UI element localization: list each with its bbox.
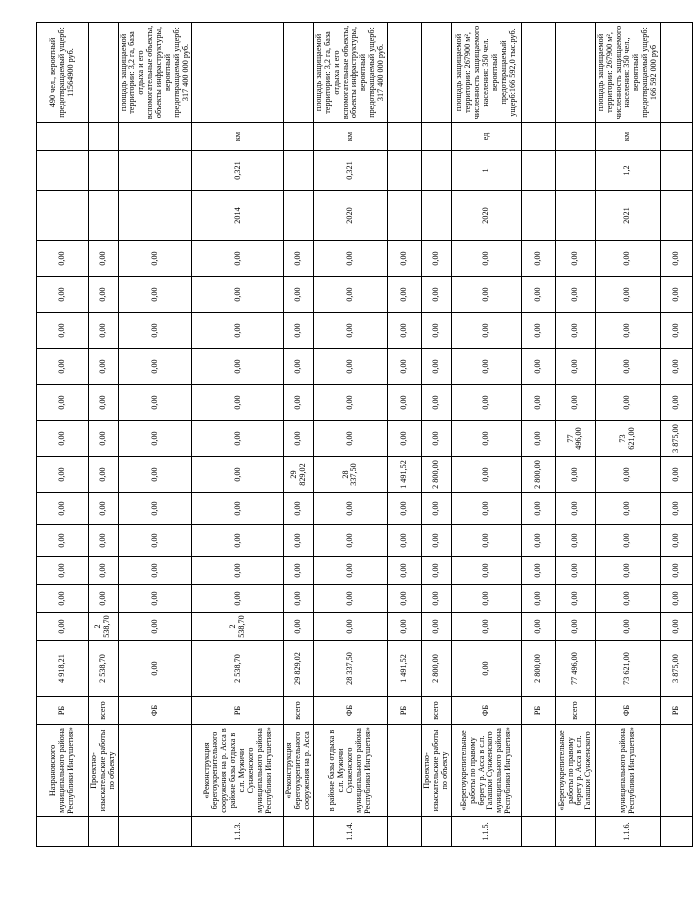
funding-source-cell: ФБ — [595, 697, 660, 725]
amount-cell: 0,00 — [118, 613, 192, 641]
amount-cell: 0,00 — [314, 277, 388, 313]
amount-cell: 0,00 — [314, 421, 388, 457]
amount-cell: 0,00 — [284, 493, 314, 525]
item-title-cell: в районе базы отдыха в с.п. Мужичи Сунженского муниципального района Республики Ингушетия» — [314, 725, 388, 817]
amount-cell: 0,00 — [387, 349, 421, 385]
amount-cell: 0,00 — [192, 525, 284, 557]
effect-cell: площадь защищаемой территории: 3,2 га, база отдыха и его вспомогательные объекты, объекты инфраструктуры, вероятный предотвращаемый ущерб: 317 400 000 руб. — [118, 23, 192, 123]
item-title-cell: муниципального района Республики Ингушетия» — [595, 725, 660, 817]
amount-cell: 0,00 — [451, 457, 521, 493]
quantity-cell — [387, 151, 421, 191]
amount-cell: 2 538,70 — [192, 641, 284, 697]
amount-cell: 0,00 — [521, 557, 555, 585]
unit-cell — [387, 123, 421, 151]
funding-source-cell: всего — [284, 697, 314, 725]
amount-cell: 0,00 — [451, 349, 521, 385]
amount-cell: 0,00 — [37, 313, 89, 349]
item-number-cell — [387, 817, 421, 847]
amount-cell: 2 800,00 — [421, 641, 451, 697]
amount-cell: 0,00 — [387, 493, 421, 525]
amount-cell: 0,00 — [89, 525, 119, 557]
amount-cell: 0,00 — [421, 241, 451, 277]
amount-cell: 0,00 — [118, 241, 192, 277]
amount-cell: 0,00 — [451, 241, 521, 277]
quantity-cell: 0,321 — [314, 151, 388, 191]
item-title-cell — [521, 725, 555, 817]
year-cell — [421, 191, 451, 241]
amount-cell: 77 496,00 — [555, 641, 595, 697]
item-title-cell — [387, 725, 421, 817]
amount-cell: 29 829,02 — [284, 457, 314, 493]
amount-cell: 0,00 — [89, 557, 119, 585]
item-number-cell — [89, 817, 119, 847]
item-number-cell — [284, 817, 314, 847]
funding-source-cell: всего — [89, 697, 119, 725]
amount-cell: 0,00 — [89, 349, 119, 385]
amount-cell: 0,00 — [314, 525, 388, 557]
amount-cell: 0,00 — [660, 613, 692, 641]
amount-cell: 0,00 — [421, 585, 451, 613]
unit-cell — [521, 123, 555, 151]
amount-cell: 0,00 — [555, 585, 595, 613]
amount-cell: 0,00 — [314, 585, 388, 613]
amount-cell: 0,00 — [37, 277, 89, 313]
amount-cell: 0,00 — [451, 277, 521, 313]
amount-cell: 0,00 — [660, 349, 692, 385]
amount-cell: 2 800,00 — [521, 641, 555, 697]
amount-cell: 0,00 — [314, 557, 388, 585]
quantity-cell — [660, 151, 692, 191]
table-row — [595, 23, 660, 847]
amount-cell: 2 538,70 — [192, 613, 284, 641]
amount-cell: 0,00 — [451, 313, 521, 349]
amount-cell: 0,00 — [451, 421, 521, 457]
amount-cell: 28 337,50 — [314, 641, 388, 697]
table-row — [521, 23, 555, 847]
amount-cell: 0,00 — [284, 313, 314, 349]
amount-cell: 0,00 — [555, 277, 595, 313]
funding-source-cell: ФБ — [451, 697, 521, 725]
amount-cell: 0,00 — [284, 525, 314, 557]
amount-cell: 0,00 — [192, 421, 284, 457]
table-row — [314, 23, 388, 847]
item-number-cell: 1.1.5. — [451, 817, 521, 847]
funding-source-cell: ФБ — [118, 697, 192, 725]
amount-cell: 0,00 — [595, 241, 660, 277]
item-number-cell — [660, 817, 692, 847]
amount-cell: 0,00 — [421, 421, 451, 457]
amount-cell: 0,00 — [284, 385, 314, 421]
unit-cell: км — [192, 123, 284, 151]
quantity-cell: 1,2 — [595, 151, 660, 191]
table-row — [37, 23, 89, 847]
amount-cell: 0,00 — [37, 385, 89, 421]
funding-source-cell: всего — [421, 697, 451, 725]
amount-cell: 0,00 — [660, 241, 692, 277]
amount-cell: 0,00 — [521, 493, 555, 525]
table-row — [555, 23, 595, 847]
amount-cell: 0,00 — [387, 385, 421, 421]
table-row — [284, 23, 314, 847]
amount-cell: 0,00 — [595, 457, 660, 493]
unit-cell — [284, 123, 314, 151]
amount-cell: 0,00 — [595, 585, 660, 613]
item-number-cell — [555, 817, 595, 847]
amount-cell: 0,00 — [192, 349, 284, 385]
effect-cell: площадь защищаемой территории: 267900 м², численность защищаемого населения: 350 чел. вероятный предотвращаемый ущерб:166 592,0 тыс.руб. — [451, 23, 521, 123]
amount-cell: 73 621,00 — [595, 641, 660, 697]
item-title-cell: Проектно-изыскательские работы по объекту — [421, 725, 451, 817]
amount-cell: 0,00 — [192, 585, 284, 613]
amount-cell: 0,00 — [555, 457, 595, 493]
year-cell — [660, 191, 692, 241]
amount-cell: 0,00 — [521, 241, 555, 277]
amount-cell: 29 829,02 — [284, 641, 314, 697]
amount-cell: 0,00 — [192, 493, 284, 525]
amount-cell: 0,00 — [284, 349, 314, 385]
amount-cell: 0,00 — [387, 241, 421, 277]
amount-cell: 0,00 — [660, 457, 692, 493]
amount-cell: 0,00 — [37, 525, 89, 557]
amount-cell: 2 538,70 — [89, 613, 119, 641]
amount-cell: 0,00 — [192, 457, 284, 493]
amount-cell: 0,00 — [555, 613, 595, 641]
amount-cell: 0,00 — [314, 385, 388, 421]
amount-cell: 0,00 — [387, 613, 421, 641]
quantity-cell — [118, 151, 192, 191]
amount-cell: 0,00 — [118, 385, 192, 421]
amount-cell: 0,00 — [521, 277, 555, 313]
effect-cell — [555, 23, 595, 123]
amount-cell: 0,00 — [595, 313, 660, 349]
amount-cell: 0,00 — [37, 585, 89, 613]
amount-cell: 0,00 — [118, 493, 192, 525]
effect-cell — [521, 23, 555, 123]
amount-cell: 0,00 — [451, 385, 521, 421]
quantity-cell — [284, 151, 314, 191]
amount-cell: 0,00 — [118, 421, 192, 457]
effect-cell: площадь защищаемой территории: 267900 м², численность защищаемого населения: 350 чел., вероятный предотвращаемый ущерб: 166 592 000 руб — [595, 23, 660, 123]
unit-cell — [421, 123, 451, 151]
amount-cell: 0,00 — [118, 277, 192, 313]
amount-cell: 0,00 — [595, 277, 660, 313]
amount-cell: 0,00 — [660, 385, 692, 421]
amount-cell: 0,00 — [89, 385, 119, 421]
amount-cell: 0,00 — [192, 313, 284, 349]
item-number-cell: 1.1.6. — [595, 817, 660, 847]
amount-cell: 0,00 — [660, 277, 692, 313]
amount-cell: 0,00 — [192, 557, 284, 585]
amount-cell: 0,00 — [37, 349, 89, 385]
amount-cell: 0,00 — [284, 277, 314, 313]
effect-cell — [421, 23, 451, 123]
amount-cell: 0,00 — [595, 385, 660, 421]
amount-cell: 0,00 — [284, 585, 314, 613]
item-number-cell — [521, 817, 555, 847]
unit-cell — [660, 123, 692, 151]
amount-cell: 0,00 — [192, 385, 284, 421]
unit-cell — [37, 123, 89, 151]
amount-cell: 0,00 — [660, 525, 692, 557]
item-number-cell: 1.1.4. — [314, 817, 388, 847]
amount-cell: 0,00 — [89, 493, 119, 525]
amount-cell: 0,00 — [387, 557, 421, 585]
quantity-cell: 0,321 — [192, 151, 284, 191]
amount-cell: 0,00 — [660, 557, 692, 585]
amount-cell: 28 337,50 — [314, 457, 388, 493]
amount-cell: 0,00 — [521, 421, 555, 457]
amount-cell: 0,00 — [314, 349, 388, 385]
amount-cell: 0,00 — [421, 525, 451, 557]
item-title-cell: «Берегоукрепительные работы по правому берегу р. Асса в с.п. Галашки Сунженского — [555, 725, 595, 817]
amount-cell: 0,00 — [37, 241, 89, 277]
amount-cell: 0,00 — [284, 613, 314, 641]
year-cell: 2020 — [451, 191, 521, 241]
amount-cell: 0,00 — [555, 525, 595, 557]
budget-table — [36, 22, 693, 847]
year-cell — [521, 191, 555, 241]
item-title-cell: «Реконструкция берегоукрепительного сооружения на р. Асса — [284, 725, 314, 817]
amount-cell: 0,00 — [421, 493, 451, 525]
amount-cell: 0,00 — [595, 525, 660, 557]
year-cell — [89, 191, 119, 241]
amount-cell: 0,00 — [89, 241, 119, 277]
quantity-cell — [555, 151, 595, 191]
amount-cell: 0,00 — [89, 457, 119, 493]
effect-cell — [192, 23, 284, 123]
amount-cell: 0,00 — [451, 613, 521, 641]
amount-cell: 2 800,00 — [521, 457, 555, 493]
amount-cell: 0,00 — [421, 349, 451, 385]
quantity-cell — [421, 151, 451, 191]
amount-cell: 0,00 — [421, 313, 451, 349]
year-cell: 2014 — [192, 191, 284, 241]
amount-cell: 0,00 — [284, 557, 314, 585]
amount-cell: 0,00 — [37, 613, 89, 641]
effect-cell — [284, 23, 314, 123]
effect-cell — [387, 23, 421, 123]
year-cell: 2020 — [314, 191, 388, 241]
amount-cell: 0,00 — [37, 557, 89, 585]
quantity-cell — [521, 151, 555, 191]
amount-cell: 4 918,21 — [37, 641, 89, 697]
item-number-cell — [37, 817, 89, 847]
amount-cell: 0,00 — [37, 421, 89, 457]
amount-cell: 0,00 — [595, 557, 660, 585]
table-row — [387, 23, 421, 847]
effect-cell: площадь защищаемой территории: 3,2 га, база отдыха и его вспомогательные объекты, объекты инфраструктуры, вероятный предотвращаемый ущерб: 317 400 000 руб. — [314, 23, 388, 123]
amount-cell: 0,00 — [192, 241, 284, 277]
amount-cell: 0,00 — [521, 525, 555, 557]
amount-cell: 0,00 — [387, 277, 421, 313]
amount-cell: 0,00 — [387, 585, 421, 613]
item-title-cell: Проектно-изыскательские работы по объекту — [89, 725, 119, 817]
amount-cell: 0,00 — [555, 557, 595, 585]
table-row — [192, 23, 284, 847]
amount-cell: 0,00 — [521, 313, 555, 349]
amount-cell: 0,00 — [421, 557, 451, 585]
amount-cell: 0,00 — [89, 277, 119, 313]
effect-cell — [89, 23, 119, 123]
amount-cell: 0,00 — [118, 525, 192, 557]
year-cell — [387, 191, 421, 241]
quantity-cell — [89, 151, 119, 191]
amount-cell: 0,00 — [314, 241, 388, 277]
amount-cell: 3 875,00 — [660, 421, 692, 457]
amount-cell: 0,00 — [451, 493, 521, 525]
amount-cell: 1 491,52 — [387, 641, 421, 697]
amount-cell: 0,00 — [451, 585, 521, 613]
amount-cell: 3 875,00 — [660, 641, 692, 697]
amount-cell: 0,00 — [451, 525, 521, 557]
amount-cell: 0,00 — [660, 585, 692, 613]
amount-cell: 0,00 — [118, 349, 192, 385]
amount-cell: 0,00 — [37, 457, 89, 493]
amount-cell: 0,00 — [421, 613, 451, 641]
table-row — [660, 23, 692, 847]
amount-cell: 2 800,00 — [421, 457, 451, 493]
item-title-cell: «Реконструкция берегоукрепительного сооружения на р. Асса в районе базы отдыха в с.п. Мужичи Сунженского муниципального района Республики Ингушетия» — [192, 725, 284, 817]
amount-cell: 0,00 — [555, 385, 595, 421]
amount-cell: 2 538,70 — [89, 641, 119, 697]
amount-cell: 73 621,00 — [595, 421, 660, 457]
amount-cell: 0,00 — [314, 313, 388, 349]
amount-cell: 0,00 — [451, 641, 521, 697]
funding-source-cell: РБ — [37, 697, 89, 725]
amount-cell: 0,00 — [521, 613, 555, 641]
effect-cell — [660, 23, 692, 123]
item-title-cell — [660, 725, 692, 817]
amount-cell: 0,00 — [521, 349, 555, 385]
amount-cell: 0,00 — [89, 313, 119, 349]
unit-cell — [555, 123, 595, 151]
funding-source-cell: РБ — [387, 697, 421, 725]
amount-cell: 0,00 — [89, 421, 119, 457]
amount-cell: 1 491,52 — [387, 457, 421, 493]
amount-cell: 0,00 — [451, 557, 521, 585]
amount-cell: 0,00 — [192, 277, 284, 313]
amount-cell: 0,00 — [595, 493, 660, 525]
year-cell — [37, 191, 89, 241]
amount-cell: 0,00 — [387, 313, 421, 349]
table-row — [89, 23, 119, 847]
effect-cell: 490 чел., вероятный предотвращаемый ущерб: 11564900 руб. — [37, 23, 89, 123]
funding-source-cell: РБ — [660, 697, 692, 725]
item-title-cell: «Берегоукрепительные работы по правому берегу р. Асса в с.п. Галашки Сунженского муниципального района Республики Ингушетия» — [451, 725, 521, 817]
amount-cell: 0,00 — [595, 613, 660, 641]
unit-cell: км — [314, 123, 388, 151]
amount-cell: 0,00 — [387, 421, 421, 457]
year-cell — [118, 191, 192, 241]
amount-cell: 0,00 — [660, 493, 692, 525]
amount-cell: 0,00 — [118, 313, 192, 349]
amount-cell: 0,00 — [555, 349, 595, 385]
amount-cell: 0,00 — [660, 313, 692, 349]
unit-cell: ед — [451, 123, 521, 151]
table-row — [421, 23, 451, 847]
amount-cell: 0,00 — [555, 241, 595, 277]
funding-source-cell: РБ — [192, 697, 284, 725]
unit-cell — [118, 123, 192, 151]
unit-cell — [89, 123, 119, 151]
amount-cell: 0,00 — [421, 277, 451, 313]
table-row — [118, 23, 192, 847]
amount-cell: 0,00 — [387, 525, 421, 557]
item-title-cell — [118, 725, 192, 817]
amount-cell: 0,00 — [421, 385, 451, 421]
table-row — [451, 23, 521, 847]
amount-cell: 0,00 — [37, 493, 89, 525]
amount-cell: 0,00 — [314, 613, 388, 641]
amount-cell: 0,00 — [118, 557, 192, 585]
amount-cell: 0,00 — [118, 585, 192, 613]
item-number-cell: 1.1.3. — [192, 817, 284, 847]
item-title-cell: Назрановского муниципального района Республики Ингушетия» — [37, 725, 89, 817]
amount-cell: 0,00 — [118, 641, 192, 697]
quantity-cell: 1 — [451, 151, 521, 191]
funding-source-cell: всего — [555, 697, 595, 725]
amount-cell: 0,00 — [118, 457, 192, 493]
amount-cell: 0,00 — [284, 241, 314, 277]
quantity-cell — [37, 151, 89, 191]
year-cell: 2021 — [595, 191, 660, 241]
amount-cell: 0,00 — [521, 385, 555, 421]
amount-cell: 0,00 — [521, 585, 555, 613]
funding-source-cell: ФБ — [314, 697, 388, 725]
amount-cell: 0,00 — [314, 493, 388, 525]
unit-cell: км — [595, 123, 660, 151]
item-number-cell — [421, 817, 451, 847]
item-number-cell — [118, 817, 192, 847]
amount-cell: 0,00 — [595, 349, 660, 385]
amount-cell: 77 496,00 — [555, 421, 595, 457]
year-cell — [555, 191, 595, 241]
amount-cell: 0,00 — [284, 421, 314, 457]
amount-cell: 0,00 — [555, 493, 595, 525]
amount-cell: 0,00 — [89, 585, 119, 613]
year-cell — [284, 191, 314, 241]
amount-cell: 0,00 — [555, 313, 595, 349]
funding-source-cell: РБ — [521, 697, 555, 725]
